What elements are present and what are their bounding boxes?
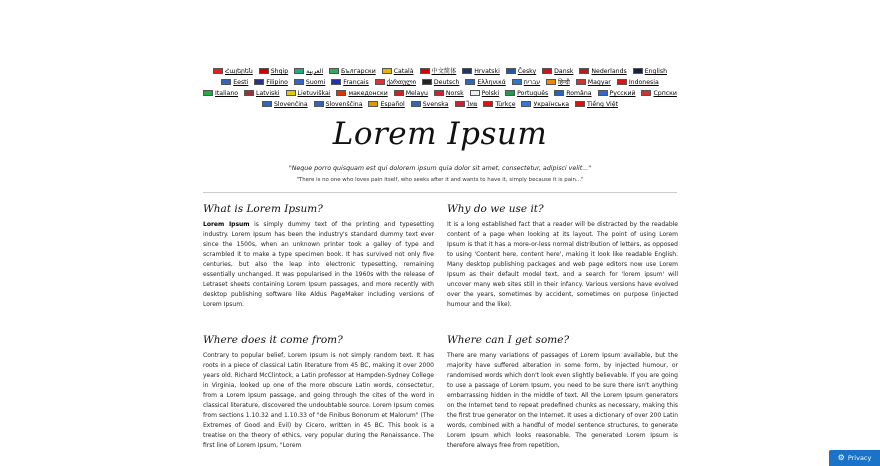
- language-link[interactable]: Български: [329, 66, 376, 77]
- language-link[interactable]: Româna: [554, 88, 591, 99]
- flag-icon: [382, 68, 392, 74]
- gear-icon: ⚙: [837, 453, 845, 462]
- language-link[interactable]: Latviski: [244, 88, 280, 99]
- language-link[interactable]: Українська: [521, 99, 569, 110]
- section-heading: What is Lorem Ipsum?: [203, 203, 323, 215]
- language-link[interactable]: Polski: [470, 88, 500, 99]
- section-why: [447, 203, 678, 310]
- flag-icon: [470, 90, 480, 96]
- language-link[interactable]: Eesti: [221, 77, 248, 88]
- flag-icon: [512, 79, 522, 85]
- language-link[interactable]: Suomi: [294, 77, 325, 88]
- section-text: Contrary to popular belief, Lorem Ipsum is not simply random text. It has roots in a piece of classical Latin literature from 45 BC, making it over 2000 years old. Richard McClintock, a Latin professor at Hampden-Sydney College in Virginia, looked up one of the more obscure Latin words, consectetur, from a Lorem Ipsum passage, and going through the cites of the word in classical literature, discovered the undoubtable source. Lorem Ipsum comes from sections 1.10.32 and 1.10.33 of "de Finibus Bonorum et Malorum" (The Extremes of Good and Evil) by Cicero, written in 45 BC. This book is a treatise on the theory of ethics, very popular during the Renaissance. The first line of Lorem Ipsum, "Lorem: [203, 352, 434, 449]
- flag-icon: [576, 79, 586, 85]
- flag-icon: [483, 101, 493, 107]
- language-link[interactable]: ქართული: [375, 77, 416, 88]
- flag-icon: [203, 90, 213, 96]
- flag-icon: [331, 79, 341, 85]
- flag-icon: [455, 101, 465, 107]
- language-link[interactable]: English: [633, 66, 667, 77]
- section-heading: Where does it come from?: [203, 334, 343, 346]
- flag-icon: [411, 101, 421, 107]
- bold-term: Lorem Ipsum: [203, 221, 250, 228]
- language-link[interactable]: Svenska: [411, 99, 449, 110]
- language-link[interactable]: 中文简体: [420, 66, 457, 77]
- flag-icon: [262, 101, 272, 107]
- flag-icon: [221, 79, 231, 85]
- language-link[interactable]: Norsk: [434, 88, 464, 99]
- flag-icon: [254, 79, 264, 85]
- language-link[interactable]: Dansk: [542, 66, 573, 77]
- flag-icon: [375, 79, 385, 85]
- flag-icon: [336, 90, 346, 96]
- section-text: There are many variations of passages of Lorem Ipsum available, but the majority have suffered alteration in some form, by injected humour, or randomised words which don't look even slightly believable. If you are going to use a passage of Lorem Ipsum, you need to be sure there isn't anything embarrassing hidden in the middle of text. All the Lorem Ipsum generators on the Internet tend to repeat predefined chunks as necessary, making this the first true generator on the Internet. It uses a dictionary of over 200 Latin words, combined with a handful of model sentence structures, to generate Lorem Ipsum which looks reasonable. The generated Lorem Ipsum is therefore always free from repetition,: [447, 352, 678, 449]
- flag-icon: [505, 90, 515, 96]
- flag-icon: [294, 79, 304, 85]
- language-link[interactable]: ‫العربية: [294, 66, 323, 77]
- language-link[interactable]: ‫עברית: [512, 77, 540, 88]
- language-link[interactable]: Ελληνικά: [465, 77, 505, 88]
- quote-translation: "There is no one who loves pain itself, who seeks after it and wants to have it, simply because it is pain...": [296, 177, 584, 183]
- flag-icon: [506, 68, 516, 74]
- flag-icon: [244, 90, 254, 96]
- language-link[interactable]: Српски: [641, 88, 676, 99]
- flag-icon: [394, 90, 404, 96]
- flag-icon: [329, 68, 339, 74]
- flag-icon: [579, 68, 589, 74]
- language-link[interactable]: Italiano: [203, 88, 238, 99]
- language-link[interactable]: Indonesia: [617, 77, 659, 88]
- flag-icon: [542, 68, 552, 74]
- flag-icon: [554, 90, 564, 96]
- language-link[interactable]: Slovenčina: [262, 99, 308, 110]
- language-link[interactable]: Magyar: [576, 77, 611, 88]
- section-where-from: [203, 334, 434, 451]
- flag-icon: [368, 101, 378, 107]
- language-link[interactable]: ไทย: [455, 99, 478, 110]
- language-link[interactable]: Português: [505, 88, 548, 99]
- language-link[interactable]: Melayu: [394, 88, 428, 99]
- language-link[interactable]: Nederlands: [579, 66, 626, 77]
- flag-icon: [617, 79, 627, 85]
- flag-icon: [633, 68, 643, 74]
- section-heading: Where can I get some?: [447, 334, 570, 346]
- language-link[interactable]: Հայերեն: [213, 66, 253, 77]
- flag-icon: [294, 68, 304, 74]
- language-link[interactable]: Lietuviškai: [286, 88, 331, 99]
- quote: "Neque porro quisquam est qui dolorem ipsum quia dolor sit amet, consectetur, adipisci velit...": [288, 165, 592, 172]
- section-text: It is a long established fact that a reader will be distracted by the readable content of a page when looking at its layout. The point of using Lorem Ipsum is that it has a more-or-less normal distribution of letters, as opposed to using 'Content here, content here', making it look like readable English. Many desktop publishing packages and web page editors now use Lorem Ipsum as their default model text, and a search for 'lorem ipsum' will uncover many web sites still in their infancy. Various versions have evolved over the years, sometimes by accident, sometimes on purpose (injected humour and the like).: [447, 221, 678, 308]
- flag-icon: [314, 101, 324, 107]
- flag-icon: [422, 79, 432, 85]
- flag-icon: [462, 68, 472, 74]
- flag-icon: [213, 68, 223, 74]
- language-link[interactable]: Pyccкий: [598, 88, 636, 99]
- language-link[interactable]: Shqip: [259, 66, 288, 77]
- section-where-get: [447, 334, 678, 451]
- flag-icon: [420, 68, 430, 74]
- flag-icon: [286, 90, 296, 96]
- section-heading: Why do we use it?: [447, 203, 544, 215]
- section-what-is: [203, 203, 434, 310]
- page-title: Lorem Ipsum: [332, 116, 548, 152]
- language-link[interactable]: Català: [382, 66, 414, 77]
- language-link[interactable]: Slovenščina: [314, 99, 363, 110]
- language-selector: [200, 66, 680, 110]
- divider: [203, 192, 677, 193]
- language-link[interactable]: Česky: [506, 66, 536, 77]
- language-link[interactable]: Tiếng Việt: [575, 99, 618, 110]
- flag-icon: [598, 90, 608, 96]
- flag-icon: [521, 101, 531, 107]
- privacy-button[interactable]: [829, 450, 880, 466]
- language-link[interactable]: Türkçe: [483, 99, 515, 110]
- flag-icon: [465, 79, 475, 85]
- flag-icon: [434, 90, 444, 96]
- flag-icon: [641, 90, 651, 96]
- language-link[interactable]: Hrvatski: [462, 66, 500, 77]
- privacy-label: Privacy: [847, 454, 872, 462]
- section-text: Lorem Ipsum is simply dummy text of the printing and typesetting industry. Lorem Ipsum has been the industry's standard dummy text ever since the 1500s, when an unknown printer took a galley of type and scrambled it to make a type specimen book. It has survived not only five centuries, but also the leap into electronic typesetting, remaining essentially unchanged. It was popularised in the 1960s with the release of Letraset sheets containing Lorem Ipsum passages, and more recently with desktop publishing software like Aldus PageMaker including versions of Lorem Ipsum.: [203, 221, 434, 308]
- flag-icon: [575, 101, 585, 107]
- flag-icon: [259, 68, 269, 74]
- language-link[interactable]: македонски: [336, 88, 387, 99]
- language-link[interactable]: Français: [331, 77, 369, 88]
- language-link[interactable]: Español: [368, 99, 404, 110]
- language-link[interactable]: Filipino: [254, 77, 288, 88]
- language-link[interactable]: हिन्दी: [546, 77, 570, 88]
- flag-icon: [546, 79, 556, 85]
- language-link[interactable]: Deutsch: [422, 77, 459, 88]
